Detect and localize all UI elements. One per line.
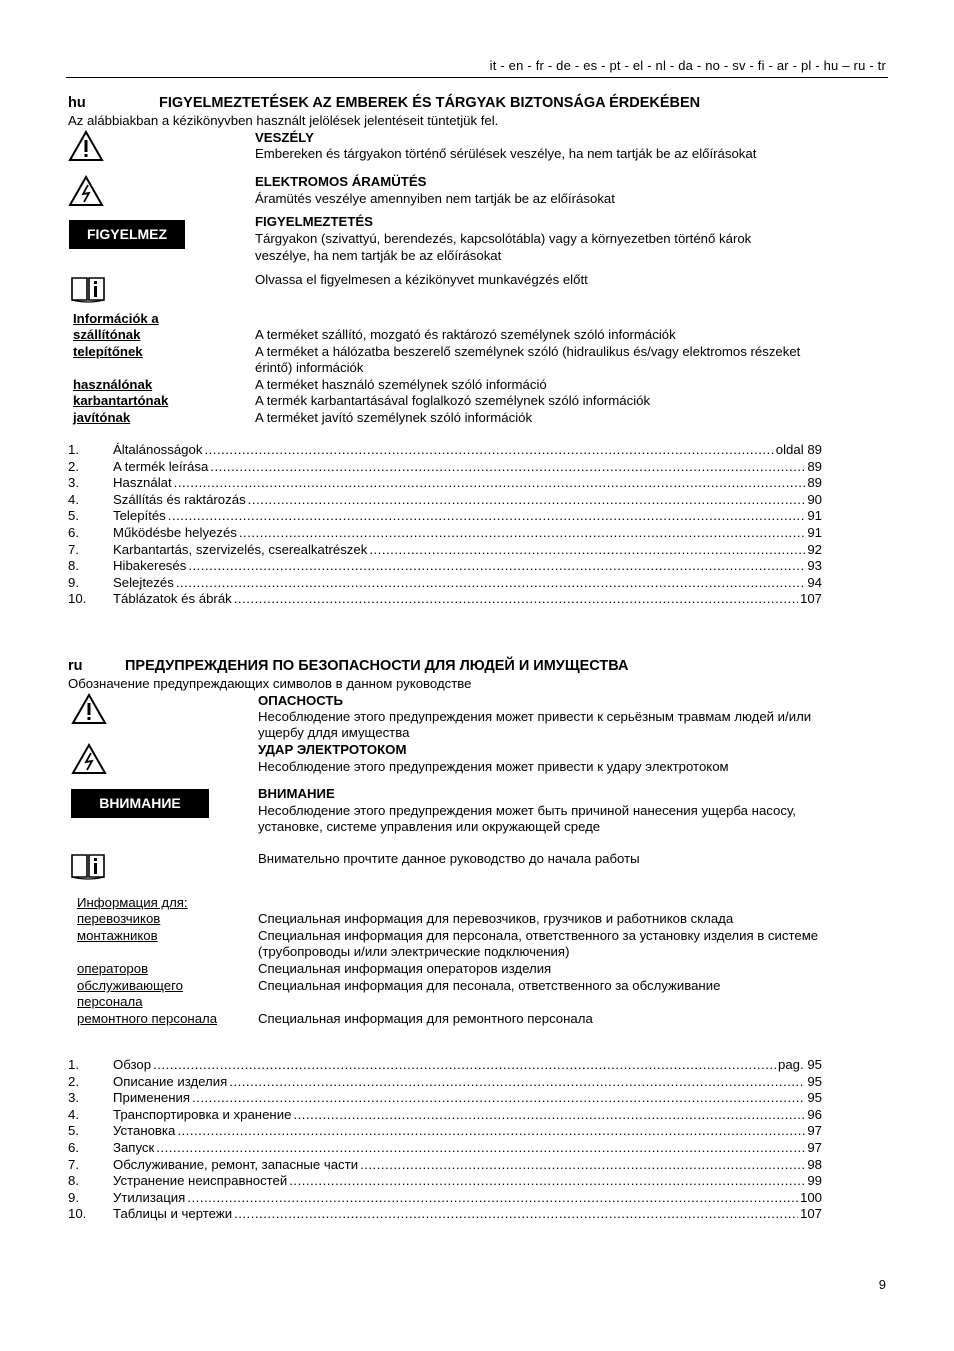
manual-book-icon [70,852,106,880]
toc-title: Обслуживание, ремонт, запасные части [113,1156,359,1172]
toc-leader-dots [204,442,773,459]
toc-page: 93 [807,558,822,574]
toc-number: 1. [68,1057,79,1072]
toc-title: Применения [113,1090,190,1106]
ru-danger-text-1: Несоблюдение этого предупреждения может привести к серьёзным травмам людей и/или [258,709,812,724]
hu-audience-text: érintő) információk [255,360,364,375]
hu-info-heading: Információk a [73,311,159,326]
toc-title: Установка [113,1123,176,1139]
manual-book-icon [70,275,106,303]
ru-audience-label: обслуживающего [77,978,183,993]
toc-entry [68,558,822,575]
toc-entry [68,591,822,608]
toc-entry [68,1157,822,1174]
toc-number: 8. [68,558,79,574]
toc-title: Selejtezés [113,574,174,590]
hu-intro: Az alábbiakban a kézikönyvben használt jelölések jelentéseit tüntetjük fel. [68,113,499,128]
toc-page: 91 [807,525,822,540]
toc-leader-dots [234,1206,798,1223]
toc-entry [68,1057,822,1074]
toc-number: 5. [68,508,79,524]
toc-page: 98 [807,1156,822,1172]
toc-entry [68,1123,822,1140]
ru-read-text: Внимательно прочтите данное руководство до начала работы [258,851,640,866]
toc-title: Használat [113,475,172,491]
hu-warning-text-2: veszélye, ha nem tartják be az előírásokat [255,248,502,263]
ru-warning-text-1: Несоблюдение этого предупреждения может быть причиной нанесения ущерба насосу, [258,803,796,818]
toc-number: 2. [68,1073,79,1089]
toc-title: Транспортировка и хранение [113,1106,292,1122]
toc-page: 89 [807,458,822,474]
hu-danger-title: VESZÉLY [255,130,314,145]
toc-title: A termék leírása [113,458,209,474]
ru-warning-title: ВНИМАНИЕ [258,786,335,801]
danger-icon [68,130,104,162]
hu-section-title: FIGYELMEZTETÉSEK AZ EMBEREK ÉS TÁRGYAK BIZTONSÁGA ÉRDEKÉBEN [159,95,701,111]
toc-number: 7. [68,1156,79,1172]
warning-badge: ВНИМАНИЕ [71,789,209,818]
hu-lang-code: hu [68,95,86,111]
toc-page: 100 [799,1189,822,1205]
hu-audience-text: A terméket javító személynek szóló információk [255,410,533,425]
warning-badge: FIGYELMEZ [69,220,185,249]
toc-title: Запуск [113,1140,155,1155]
toc-leader-dots [188,558,805,575]
toc-leader-dots [369,542,805,559]
ru-intro: Обозначение предупреждающих символов в данном руководстве [68,676,472,691]
hu-audience-label: használónak [73,377,153,392]
toc-title: Hibakeresés [113,558,187,574]
toc-leader-dots [289,1173,805,1190]
toc-entry [68,1190,822,1207]
hu-audience-label: karbantartónak [73,393,169,408]
toc-title: Утилизация [113,1189,186,1205]
toc-page: 90 [807,491,822,507]
toc-page: 95 [807,1090,822,1106]
ru-audience-label: монтажников [77,928,158,943]
toc-number: 8. [68,1173,79,1189]
language-list: it - en - fr - de - es - pt - el - nl - da - no - sv - fi - ar - pl - hu – ru - tr [489,58,886,73]
toc-number: 7. [68,541,79,557]
toc-leader-dots [229,1074,805,1091]
toc-number: 3. [68,1090,79,1106]
hu-audience-text: A terméket a hálózatba beszerelő személynek szóló (hidraulikus és/vagy elektromos részeket [255,344,801,359]
toc-entry [68,475,822,492]
toc-entry [68,1206,822,1223]
hu-audience-label: javítónak [73,410,131,425]
toc-leader-dots [210,459,805,476]
toc-entry [68,1140,822,1157]
ru-audience-text: (трубопроводы и/или электрические подключения) [258,944,570,959]
toc-leader-dots [248,492,806,509]
toc-title: Működésbe helyezés [113,525,237,540]
toc-leader-dots [360,1157,805,1174]
hu-electric-text: Áramütés veszélye amennyiben nem tartják be az előírásokat [255,191,615,206]
toc-title: Telepítés [113,508,166,524]
toc-leader-dots [192,1090,805,1107]
ru-audience-text: Специальная информация для перевозчиков, грузчиков и работников склада [258,911,734,926]
hu-audience-text: A termék karbantartásával foglalkozó személynek szóló információk [255,393,651,408]
toc-title: Szállítás és raktározás [113,491,246,507]
danger-icon [71,693,107,725]
toc-leader-dots [153,1057,776,1074]
toc-number: 2. [68,458,79,474]
toc-number: 6. [68,525,79,540]
ru-audience-label: персонала [77,994,143,1009]
toc-leader-dots [174,475,806,492]
toc-entry [68,1173,822,1190]
toc-page: oldal 89 [775,442,822,457]
toc-entry [68,442,822,459]
hu-audience-label: szállítónak [73,327,141,342]
toc-number: 9. [68,574,79,590]
toc-leader-dots [293,1107,805,1124]
hu-audience-text: A terméket szállító, mozgató és raktározó személynek szóló információk [255,327,676,342]
toc-entry [68,575,822,592]
electric-shock-icon [71,743,107,775]
toc-entry [68,459,822,476]
ru-audience-text: Специальная информация операторов изделия [258,961,552,976]
toc-number: 6. [68,1140,79,1155]
toc-entry [68,492,822,509]
toc-number: 9. [68,1189,79,1205]
ru-audience-label: перевозчиков [77,911,161,926]
page-number: 9 [878,1277,886,1292]
ru-audience-text: Специальная информация для песонала, ответственного за обслуживание [258,978,721,993]
toc-number: 4. [68,1106,79,1122]
toc-page: 95 [807,1073,822,1089]
hu-electric-title: ELEKTROMOS ÁRAMÜTÉS [255,174,427,189]
toc-leader-dots [239,525,805,542]
toc-page: 96 [807,1106,822,1122]
header-rule [66,77,888,78]
toc-page: 94 [807,574,822,590]
ru-section-title: ПРЕДУПРЕЖДЕНИЯ ПО БЕЗОПАСНОСТИ ДЛЯ ЛЮДЕЙ И ИМУЩЕСТВА [125,658,629,674]
toc-title: Általánosságok [113,442,203,457]
toc-leader-dots [187,1190,798,1207]
toc-page: 97 [807,1140,822,1155]
toc-entry [68,508,822,525]
ru-electric-text: Несоблюдение этого предупреждения может привести к удару электротоком [258,759,729,774]
toc-page: 92 [807,541,822,557]
ru-lang-code: ru [68,658,83,674]
toc-page: 97 [807,1123,822,1139]
hu-audience-label: telepítőnek [73,344,143,359]
toc-leader-dots [177,1123,805,1140]
ru-audience-text: Специальная информация для персонала, ответственного за установку изделия в системе [258,928,819,943]
hu-audience-text: A terméket használó személynek szóló információ [255,377,547,392]
hu-warning-title: FIGYELMEZTETÉS [255,214,373,229]
toc-entry [68,1090,822,1107]
toc-title: Karbantartás, szervizelés, cserealkatrészek [113,541,368,557]
electric-shock-icon [68,175,104,207]
toc-leader-dots [168,508,806,525]
toc-number: 10. [68,591,87,607]
toc-page: 99 [807,1173,822,1189]
toc-leader-dots [176,575,805,592]
toc-entry [68,525,822,542]
toc-number: 3. [68,475,79,491]
toc-page: pag. 95 [778,1057,822,1072]
toc-page: 89 [807,475,822,491]
toc-entry [68,542,822,559]
hu-read-text: Olvassa el figyelmesen a kézikönyvet munkavégzés előtt [255,272,588,287]
toc-entry [68,1107,822,1124]
ru-info-heading: Информация для: [77,895,188,910]
toc-title: Обзор [113,1057,152,1072]
toc-number: 4. [68,491,79,507]
toc-number: 1. [68,442,79,457]
toc-entry [68,1074,822,1091]
ru-audience-label: операторов [77,961,149,976]
ru-warning-text-2: установке, системе управления или окружающей среде [258,819,601,834]
ru-audience-text: Специальная информация для ремонтного персонала [258,1011,593,1026]
ru-audience-label: ремонтного персонала [77,1011,218,1026]
toc-title: Таблицы и чертежи [113,1206,233,1222]
toc-page: 107 [799,1206,822,1222]
toc-number: 5. [68,1123,79,1139]
toc-leader-dots [156,1140,805,1157]
ru-electric-title: УДАР ЭЛЕКТРОТОКОМ [258,742,407,757]
toc-page: 107 [799,591,822,607]
toc-page: 91 [807,508,822,524]
toc-number: 10. [68,1206,87,1222]
toc-title: Устранение неисправностей [113,1173,288,1189]
toc-title: Táblázatok és ábrák [113,591,232,607]
ru-danger-text-2: ущербу длдя имущества [258,725,410,740]
hu-warning-text-1: Tárgyakon (szivattyú, berendezés, kapcsolótábla) vagy a környezetben történő károk [255,231,752,246]
hu-danger-text: Embereken és tárgyakon történő sérülések veszélye, ha nem tartják be az előírásokat [255,146,757,161]
toc-leader-dots [234,591,798,608]
ru-danger-title: ОПАСНОСТЬ [258,693,343,708]
toc-title: Описание изделия [113,1073,228,1089]
